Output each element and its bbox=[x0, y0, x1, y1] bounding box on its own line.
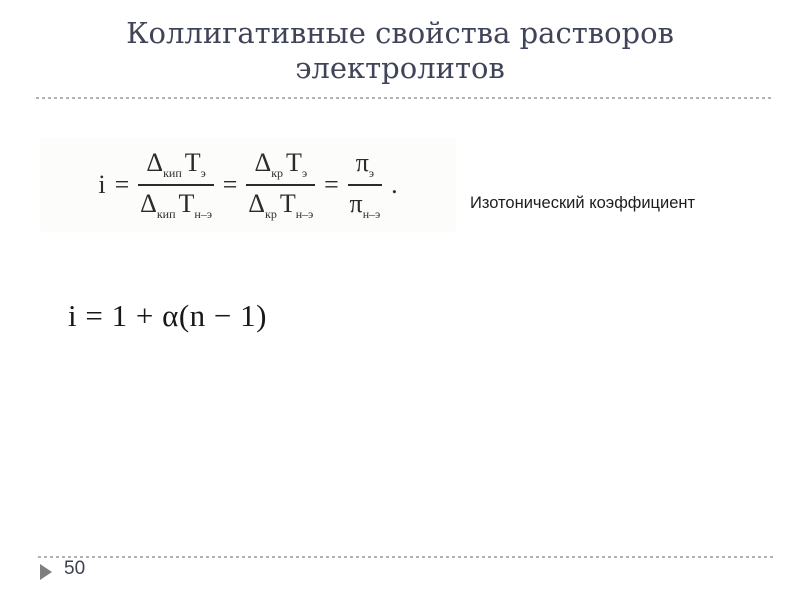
math-subscript: н–э bbox=[362, 207, 381, 222]
fraction-numerator bbox=[348, 148, 382, 186]
formula-lhs: i bbox=[98, 170, 106, 199]
math-subscript: э bbox=[301, 166, 308, 180]
equals-sign: = bbox=[114, 170, 130, 199]
math-symbol: T bbox=[279, 189, 296, 218]
math-subscript: н–э bbox=[194, 207, 212, 222]
math-symbol: π bbox=[349, 189, 363, 218]
math-subscript: н–э bbox=[295, 207, 314, 222]
isotonic-coefficient-formula-image bbox=[40, 138, 456, 232]
equals-sign: = bbox=[324, 170, 339, 199]
math-symbol: π bbox=[355, 147, 369, 177]
equals-sign: = bbox=[222, 170, 238, 199]
footer-separator bbox=[38, 556, 775, 558]
fraction-numerator bbox=[246, 148, 315, 186]
math-symbol: T bbox=[178, 189, 195, 218]
formula-period: . bbox=[391, 170, 398, 199]
math-symbol: Δ bbox=[140, 189, 157, 218]
fraction-denominator bbox=[246, 186, 315, 222]
fraction-numerator bbox=[138, 148, 213, 186]
math-subscript: кип bbox=[156, 207, 176, 222]
fraction-osmotic bbox=[348, 148, 382, 222]
math-symbol: Δ bbox=[248, 189, 265, 218]
math-subscript: кр bbox=[271, 166, 284, 180]
fraction-boiling bbox=[138, 148, 213, 222]
dissociation-formula: i = 1 + α(n − 1) bbox=[68, 298, 267, 333]
math-subscript: э bbox=[200, 166, 206, 180]
fraction-denominator bbox=[348, 186, 382, 222]
math-symbol: T bbox=[286, 147, 302, 177]
math-subscript: кр bbox=[264, 207, 277, 222]
slide-page-number: 50 bbox=[64, 558, 86, 579]
math-symbol: Δ bbox=[146, 147, 164, 177]
math-symbol: Δ bbox=[254, 147, 272, 177]
math-symbol: T bbox=[184, 147, 201, 177]
math-subscript: кип bbox=[163, 166, 182, 180]
math-subscript: э bbox=[368, 166, 375, 180]
play-triangle-icon bbox=[40, 564, 52, 580]
isotonic-coefficient-label: Изотонический коэффициент bbox=[470, 194, 696, 212]
title-separator bbox=[36, 97, 774, 99]
fraction-freezing bbox=[246, 148, 315, 222]
fraction-denominator bbox=[138, 186, 213, 222]
slide-title: Коллигативные свойства растворов электролитов bbox=[126, 16, 674, 85]
